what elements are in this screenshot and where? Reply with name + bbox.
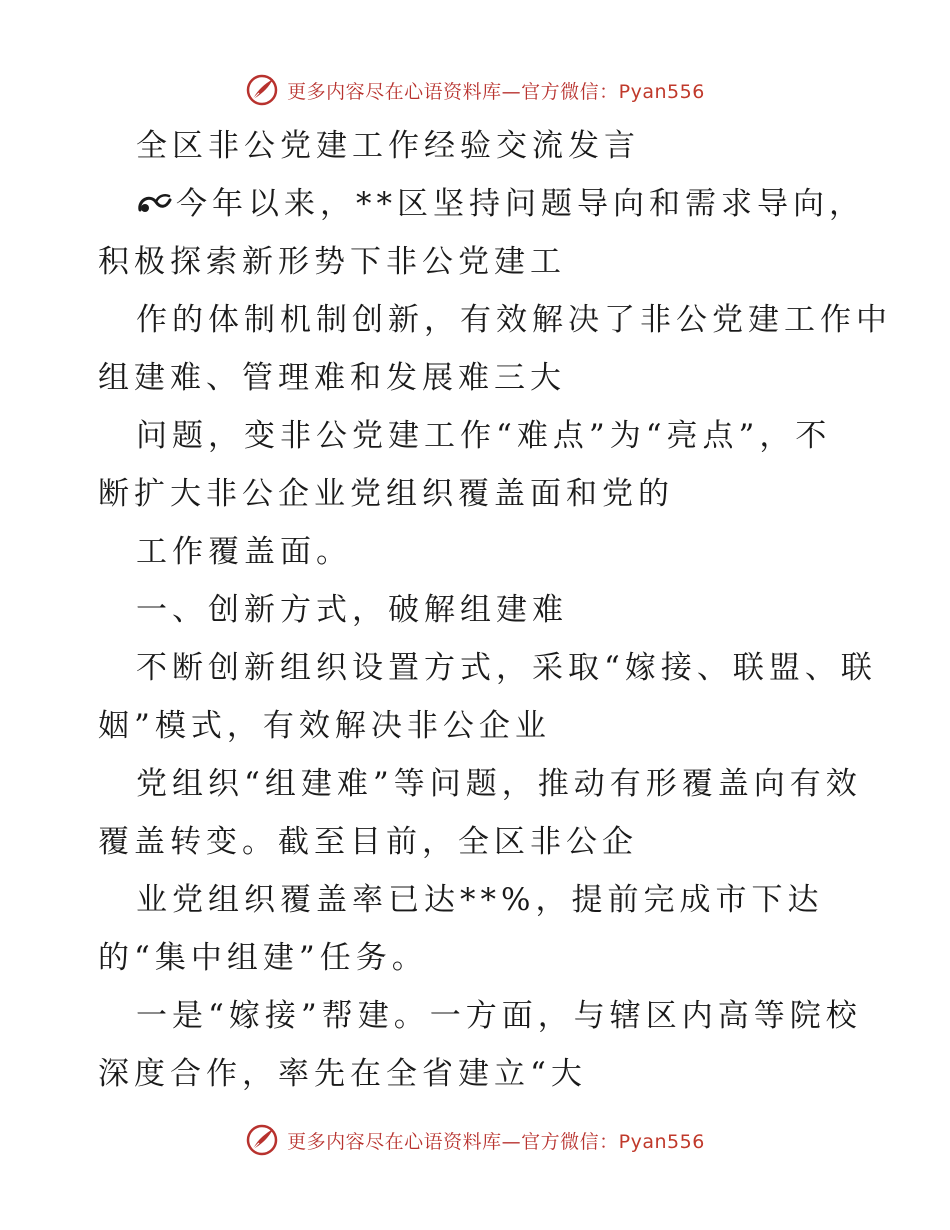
paragraph-line: 问题，变非公党建工作“难点”为“亮点”，不: [136, 418, 832, 454]
paragraph-line: 工作覆盖面。: [136, 534, 352, 570]
paragraph-line: 深度合作，率先在全省建立“大: [98, 1056, 587, 1092]
paragraph-line: 积极探索新形势下非公党建工: [98, 244, 566, 280]
paragraph-line: 组建难、管理难和发展难三大: [98, 360, 566, 396]
paragraph-line: 姻”模式，有效解决非公企业: [98, 708, 551, 744]
footer-watermark: [0, 1120, 950, 1160]
paragraph-line: 一是“嫁接”帮建。一方面，与辖区内高等院校: [136, 998, 862, 1034]
watermark-text: 更多内容尽在心语资料库—官方微信：Pyan556: [287, 80, 705, 103]
watermark-text: 更多内容尽在心语资料库—官方微信：Pyan556: [287, 1130, 705, 1153]
paragraph-line: 作的体制机制创新，有效解决了非公党建工作中: [136, 302, 892, 338]
paragraph-line: 党组织“组建难”等问题，推动有形覆盖向有效: [136, 766, 862, 802]
paragraph-line: 业党组织覆盖率已达**%，提前完成市下达: [136, 882, 824, 918]
paragraph-line: 覆盖转变。截至目前，全区非公企: [98, 824, 638, 860]
paragraph-line: 不断创新组织设置方式，采取“嫁接、联盟、联: [136, 650, 877, 686]
document-title: 全区非公党建工作经验交流发言: [136, 128, 640, 164]
header-watermark: [0, 70, 950, 110]
paragraph-line: 断扩大非公企业党组织覆盖面和党的: [98, 476, 674, 512]
quill-logo-icon: [245, 1123, 279, 1157]
section-heading: 一、创新方式，破解组建难: [136, 592, 568, 628]
paragraph-line: 今年以来，**区坚持问题导向和需求导向，: [136, 184, 865, 224]
fleuron-icon: [136, 188, 174, 218]
paragraph-line: 的“集中组建”任务。: [98, 940, 428, 976]
quill-logo-icon: [245, 73, 279, 107]
